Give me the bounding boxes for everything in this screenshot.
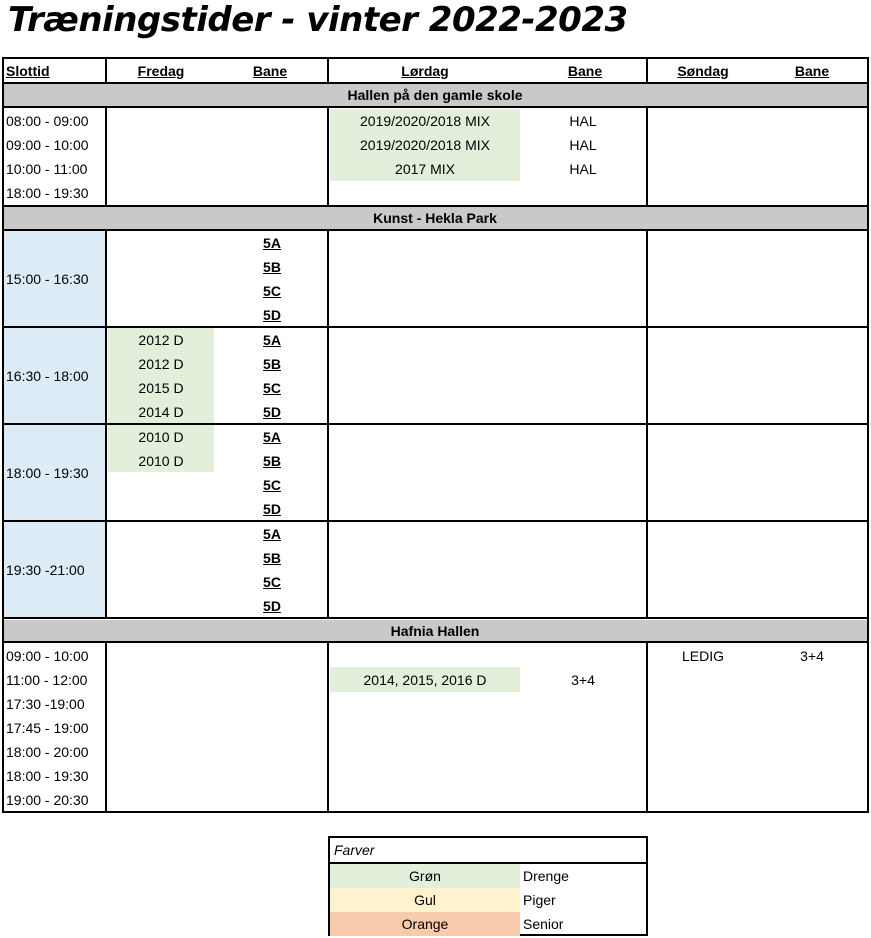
bane-label: 5C — [263, 283, 281, 299]
time-slot: 18:00 - 20:00 — [6, 744, 89, 760]
team-cell: 2014 D — [138, 404, 184, 420]
bane-label: 5B — [263, 259, 281, 275]
team-cell: 2012 D — [138, 356, 184, 372]
bane-label: 5B — [263, 453, 281, 469]
grid-line — [2, 811, 869, 813]
bane-label: 5D — [263, 404, 281, 420]
bane-label: 5D — [263, 307, 281, 323]
legend-meaning: Piger — [523, 892, 556, 908]
grid-line — [327, 229, 329, 619]
section-kunst: Kunst - Hekla Park — [3, 207, 867, 229]
legend-swatch-green: Grøn — [330, 864, 520, 888]
time-slot: 18:00 - 19:30 — [6, 465, 89, 481]
time-slot: 18:00 - 19:30 — [6, 185, 89, 201]
header-lordag: Lørdag — [401, 63, 449, 79]
team-cell: 2012 D — [138, 332, 184, 348]
header-fredag: Fredag — [137, 63, 185, 79]
team-cell: 2010 D — [138, 429, 184, 445]
legend — [328, 836, 648, 936]
header-slottid: Slottid — [6, 63, 50, 79]
bane-cell: 3+4 — [800, 648, 824, 664]
grid-line — [327, 641, 329, 813]
bane-label: 5A — [263, 429, 281, 445]
legend-meaning: Drenge — [523, 868, 569, 884]
section-hallen: Hallen på den gamle skole — [3, 84, 867, 106]
section-hafnia: Hafnia Hallen — [3, 620, 867, 642]
grid-line — [105, 57, 107, 84]
team-cell: 2019/2020/2018 MIX — [360, 113, 490, 129]
header-bane: Bane — [252, 63, 288, 79]
bane-label: 5B — [263, 550, 281, 566]
legend-swatch-orange: Orange — [330, 912, 520, 936]
grid-line — [105, 106, 107, 207]
grid-line — [105, 229, 107, 619]
time-slot: 15:00 - 16:30 — [6, 271, 89, 287]
grid-line — [2, 229, 869, 231]
header-sondag: Søndag — [677, 63, 729, 79]
grid-line — [2, 641, 869, 643]
bane-cell: 3+4 — [571, 672, 595, 688]
grid-line — [327, 106, 329, 207]
legend-meaning: Senior — [523, 916, 564, 932]
grid-line — [646, 229, 648, 619]
team-cell: 2010 D — [138, 453, 184, 469]
grid-line — [867, 57, 869, 813]
grid-line — [2, 423, 869, 425]
bane-label: 5C — [263, 574, 281, 590]
bane-label: 5A — [263, 235, 281, 251]
time-slot: 18:00 - 19:30 — [6, 768, 89, 784]
grid-line — [646, 57, 648, 84]
header-bane: Bane — [567, 63, 603, 79]
bane-label: 5C — [263, 477, 281, 493]
legend-title: Farver — [334, 842, 375, 858]
team-cell: LEDIG — [681, 648, 724, 664]
time-slot: 08:00 - 09:00 — [6, 113, 89, 129]
bane-cell: HAL — [569, 161, 597, 177]
page-title: Træningstider - vinter 2022-2023 — [8, 0, 628, 40]
team-cell: 2014, 2015, 2016 D — [363, 672, 487, 688]
time-slot: 17:45 - 19:00 — [6, 720, 89, 736]
time-slot: 19:00 - 20:30 — [6, 792, 89, 808]
team-cell: 2019/2020/2018 MIX — [360, 137, 490, 153]
time-slot: 09:00 - 10:00 — [6, 137, 89, 153]
legend-swatch-yellow: Gul — [330, 888, 520, 912]
team-cell: 2015 D — [138, 380, 184, 396]
bane-label: 5D — [263, 598, 281, 614]
grid-line — [2, 326, 869, 328]
bane-cell: HAL — [569, 113, 597, 129]
time-slot: 16:30 - 18:00 — [6, 368, 89, 384]
header-bane: Bane — [794, 63, 830, 79]
grid-line — [646, 641, 648, 813]
grid-line — [2, 617, 869, 619]
team-cell: 2017 MIX — [395, 161, 455, 177]
grid-line — [2, 205, 869, 207]
grid-line — [2, 57, 4, 813]
grid-line — [327, 57, 329, 84]
time-slot: 09:00 - 10:00 — [6, 648, 89, 664]
bane-label: 5B — [263, 356, 281, 372]
bane-label: 5A — [263, 526, 281, 542]
grid-line — [646, 106, 648, 207]
bane-label: 5A — [263, 332, 281, 348]
bane-label: 5C — [263, 380, 281, 396]
bane-label: 5D — [263, 501, 281, 517]
time-slot: 10:00 - 11:00 — [6, 161, 88, 177]
grid-line — [2, 106, 869, 108]
time-slot: 17:30 -19:00 — [6, 696, 85, 712]
bane-cell: HAL — [569, 137, 597, 153]
time-slot: 19:30 -21:00 — [6, 562, 85, 578]
grid-line — [2, 520, 869, 522]
grid-line — [2, 82, 869, 84]
grid-line — [105, 641, 107, 813]
time-slot: 11:00 - 12:00 — [6, 672, 88, 688]
grid-line — [2, 57, 869, 59]
